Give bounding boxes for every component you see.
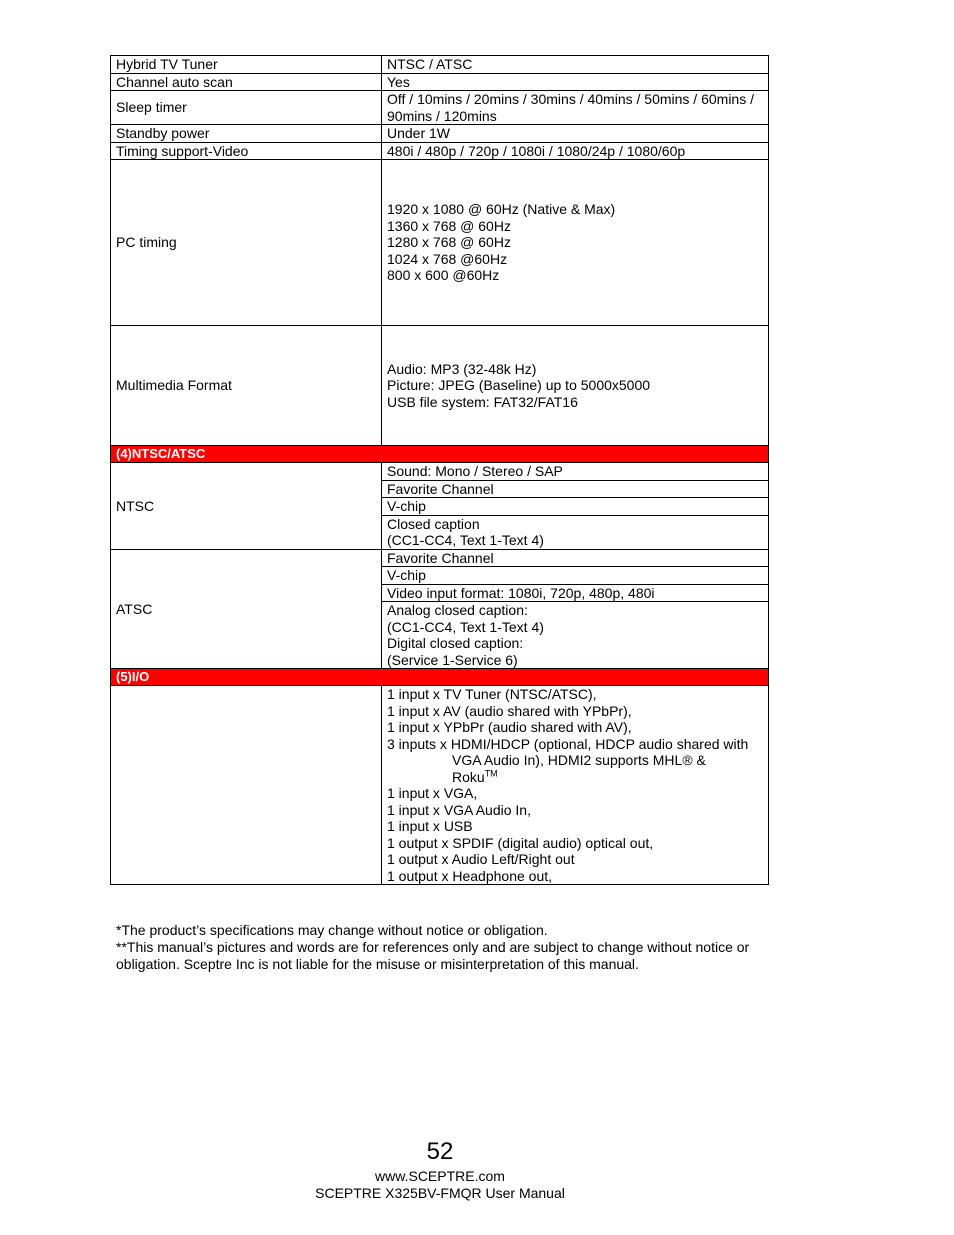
io-line: 1 output x Headphone out, bbox=[387, 867, 553, 884]
multimedia-line: Picture: JPEG (Baseline) up to 5000x5000 bbox=[387, 377, 651, 394]
page-number: 52 bbox=[426, 1138, 454, 1165]
io-line: 3 inputs x HDMI/HDCP (optional, HDCP audio shared with bbox=[387, 735, 749, 752]
atsc-cc-line: Analog closed caption: bbox=[387, 602, 528, 618]
atsc-cc-line: Digital closed caption: bbox=[387, 635, 524, 651]
pc-timing-label: PC timing bbox=[111, 160, 382, 326]
table-row bbox=[111, 73, 769, 91]
disclaimer-note: **This manual’s pictures and words are for references only and are subject to change without notice or obligation. Sceptre Inc is not liable for the misuse or misinterpretation of this manual. bbox=[116, 939, 750, 972]
spec-table bbox=[110, 55, 769, 885]
ntsc-cc-line: Closed caption bbox=[387, 515, 480, 532]
multimedia-label: Multimedia Format bbox=[111, 326, 382, 446]
pc-timing-value bbox=[382, 160, 769, 326]
ntsc-item: Favorite Channel bbox=[382, 480, 769, 498]
io-line: 1 input x VGA Audio In, bbox=[387, 801, 531, 818]
section-title: (4)NTSC/ATSC bbox=[111, 446, 769, 463]
multimedia-line: USB file system: FAT32/FAT16 bbox=[387, 393, 578, 410]
multimedia-value bbox=[382, 326, 769, 446]
section-header-ntsc-atsc bbox=[111, 446, 769, 463]
io-row bbox=[111, 686, 769, 885]
pc-timing-line: 800 x 600 @60Hz bbox=[387, 267, 500, 284]
trademark: TM bbox=[484, 767, 498, 778]
ntsc-item: V-chip bbox=[382, 498, 769, 516]
spec-value: 480i / 480p / 720p / 1080i / 1080/24p / 1080/60p bbox=[382, 142, 769, 160]
ntsc-item: Sound: Mono / Stereo / SAP bbox=[382, 463, 769, 481]
section-title: (5)I/O bbox=[111, 669, 769, 686]
io-line: 1 input x USB bbox=[387, 818, 473, 834]
spec-value: Yes bbox=[382, 73, 769, 91]
pc-timing-line: 1920 x 1080 @ 60Hz (Native & Max) bbox=[387, 201, 616, 218]
atsc-item: Favorite Channel bbox=[382, 549, 769, 567]
spec-value: Under 1W bbox=[382, 125, 769, 143]
table-row bbox=[111, 463, 769, 481]
table-row bbox=[111, 142, 769, 160]
atsc-cc-line: (CC1-CC4, Text 1-Text 4) bbox=[387, 618, 544, 635]
table-row bbox=[111, 56, 769, 74]
spec-label: Sleep timer bbox=[111, 91, 382, 125]
spec-label: Hybrid TV Tuner bbox=[111, 56, 382, 74]
io-value bbox=[382, 686, 769, 885]
multimedia-row bbox=[111, 326, 769, 446]
atsc-item: Video input format: 1080i, 720p, 480p, 480i bbox=[382, 584, 769, 602]
io-line: VGA Audio In), HDMI2 supports MHL® & bbox=[452, 752, 706, 768]
table-row bbox=[111, 549, 769, 567]
multimedia-line: Audio: MP3 (32-48k Hz) bbox=[387, 360, 537, 377]
disclaimer-note: *The product’s specifications may change without notice or obligation. bbox=[116, 922, 548, 938]
section-header-io bbox=[111, 669, 769, 686]
atsc-item: V-chip bbox=[382, 567, 769, 585]
io-line: 1 input x VGA, bbox=[387, 785, 478, 801]
spec-label: Standby power bbox=[111, 125, 382, 143]
atsc-cc-line: (Service 1-Service 6) bbox=[387, 651, 518, 668]
table-row bbox=[111, 125, 769, 143]
pc-timing-line: 1360 x 768 @ 60Hz bbox=[387, 217, 511, 234]
ntsc-closed-caption bbox=[382, 515, 769, 549]
pc-timing-row bbox=[111, 160, 769, 326]
io-line: 1 input x YPbPr (audio shared with AV), bbox=[387, 719, 632, 735]
ntsc-cc-line: (CC1-CC4, Text 1-Text 4) bbox=[387, 532, 544, 548]
footer-website: www.SCEPTRE.com bbox=[375, 1168, 505, 1184]
disclaimer-notes bbox=[116, 922, 776, 973]
roku-text: Roku bbox=[452, 768, 485, 785]
spec-value: Off / 10mins / 20mins / 30mins / 40mins / 50mins / 60mins / 90mins / 120mins bbox=[382, 91, 769, 125]
io-line: 1 input x AV (audio shared with YPbPr), bbox=[387, 702, 632, 719]
spec-label: Timing support-Video bbox=[111, 142, 382, 160]
io-line-roku bbox=[387, 769, 763, 786]
footer-manual-title: SCEPTRE X325BV-FMQR User Manual bbox=[315, 1185, 565, 1201]
io-label-empty bbox=[111, 686, 382, 885]
atsc-label: ATSC bbox=[111, 549, 382, 669]
footer bbox=[0, 1168, 880, 1202]
ntsc-label: NTSC bbox=[111, 463, 382, 550]
spec-value: NTSC / ATSC bbox=[382, 56, 769, 74]
pc-timing-line: 1024 x 768 @60Hz bbox=[387, 250, 508, 267]
pc-timing-line: 1280 x 768 @ 60Hz bbox=[387, 234, 511, 251]
io-line: 1 input x TV Tuner (NTSC/ATSC), bbox=[387, 686, 597, 702]
spec-label: Channel auto scan bbox=[111, 73, 382, 91]
table-row bbox=[111, 91, 769, 125]
io-line: 1 output x Audio Left/Right out bbox=[387, 851, 575, 867]
atsc-closed-caption bbox=[382, 602, 769, 669]
io-line: 1 output x SPDIF (digital audio) optical out, bbox=[387, 834, 654, 851]
